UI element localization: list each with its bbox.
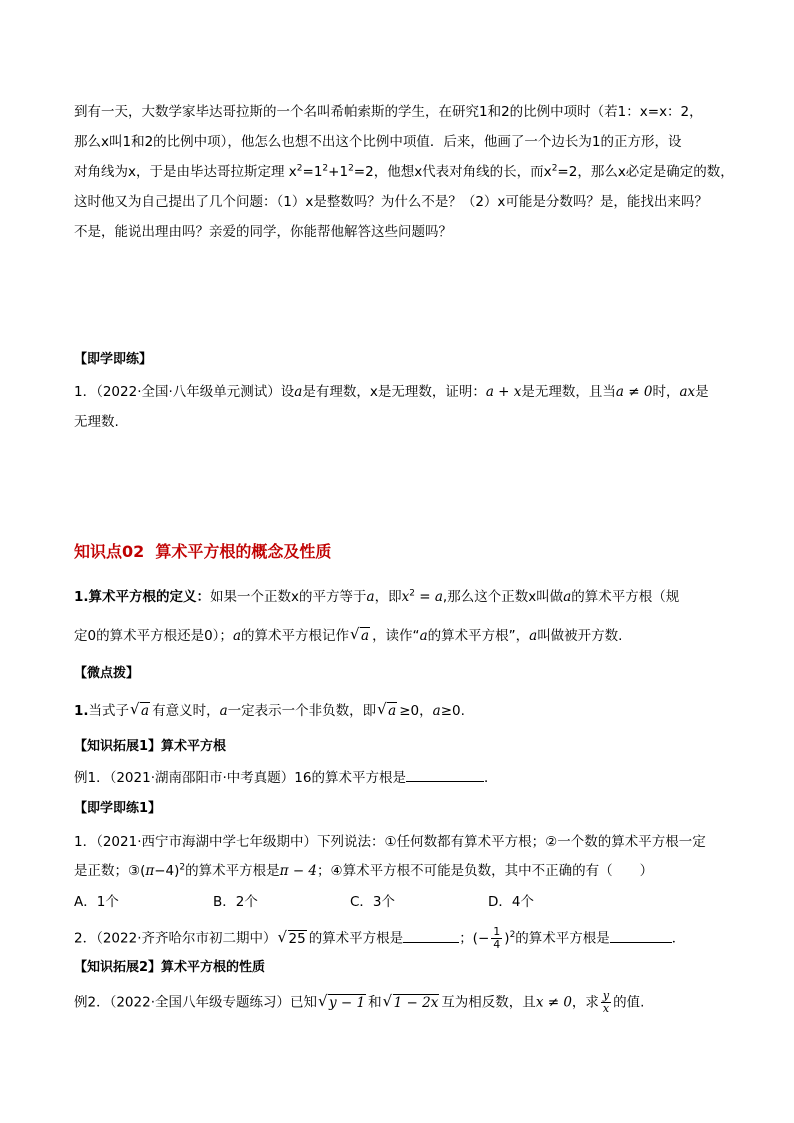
exponent: 2 <box>179 862 186 873</box>
definition-text: ,那么这个正数x叫做 <box>442 589 564 605</box>
practice-heading: 【即学即练】 <box>74 352 153 367</box>
intro-line-4: 这时他又为自己提出了几个问题：（1）x是整数吗？为什么不是？（2）x可能是分数吗？是，能找出来吗？ <box>74 194 708 210</box>
intro-text: =1 <box>302 164 323 180</box>
math-var: a <box>529 628 538 644</box>
tip-number: 1. <box>74 703 89 719</box>
exponent: 2 <box>551 163 558 174</box>
definition-line-2 <box>74 626 734 646</box>
sqrt-symbol <box>378 701 397 721</box>
definition-line-1 <box>74 587 734 607</box>
math-var: a <box>432 703 441 719</box>
math-var: a <box>419 628 428 644</box>
question-text: 时， <box>652 384 680 400</box>
exponent: 2 <box>509 930 516 940</box>
sqrt-symbol <box>279 929 307 949</box>
fraction-denominator: x <box>602 1002 610 1015</box>
section-title-text: 算术平方根的概念及性质 <box>155 542 332 561</box>
exponent: 2 <box>296 163 303 174</box>
math-var: x <box>401 589 410 605</box>
question-text: 是有理数，x是无理数，证明： <box>302 384 486 400</box>
intro-text: 对角线为x，于是由毕达哥拉斯定理 x <box>74 164 297 180</box>
radicand: a <box>141 703 150 719</box>
radicand: 25 <box>288 930 306 947</box>
section-title <box>74 542 734 562</box>
math-var: a <box>366 589 375 605</box>
question-text: 1．（2022·全国·八年级单元测试）设 <box>74 384 295 400</box>
exponent: 2 <box>409 588 415 599</box>
sqrt-symbol <box>351 626 370 646</box>
tip-line-1 <box>74 701 734 721</box>
practice-1-heading: 【即学即练1】 <box>74 801 162 816</box>
radicand: a <box>361 628 370 644</box>
definition-text: 叫做被开方数. <box>537 628 623 644</box>
intro-text: =2，他想x代表对角线的长，而x <box>353 164 552 180</box>
question-text: 是正数；③( <box>74 863 146 879</box>
tip-text: 一定表示一个非负数，即 <box>227 703 377 719</box>
tip-text: 当式子 <box>88 703 130 719</box>
math-expr: = a <box>414 589 443 605</box>
answer-blank[interactable] <box>406 781 484 782</box>
math-expr: ax <box>679 384 696 400</box>
fraction-denominator: 4 <box>493 938 501 951</box>
question-text: 的算术平方根是 <box>308 930 404 947</box>
math-var: a <box>232 628 241 644</box>
tip-text: ≥0. <box>440 703 465 719</box>
example-text: 例2．（2022·全国八年级专题练习）已知 <box>74 994 317 1011</box>
option-b[interactable]: B．2个 <box>213 894 258 910</box>
question-text: ；(− <box>459 930 490 947</box>
example-2 <box>74 990 734 1015</box>
question-text: ) <box>504 930 510 947</box>
answer-blank[interactable] <box>403 942 459 943</box>
answer-blank[interactable] <box>610 942 672 943</box>
sqrt-symbol <box>319 993 366 1013</box>
section-number: 知识点02 <box>74 542 145 561</box>
radicand: a <box>388 703 397 719</box>
definition-text: 如果一个正数x的平方等于 <box>210 589 367 605</box>
intro-text: =2，那么x必定是确定的数， <box>557 164 734 180</box>
math-pi: π <box>145 863 155 879</box>
math-var: a <box>219 703 228 719</box>
math-expr: a ≠ 0 <box>615 384 653 400</box>
math-expr: π − 4 <box>279 863 318 879</box>
practice-1-q1-line-2 <box>74 861 734 881</box>
example-text: 的值. <box>613 994 645 1011</box>
math-var: a <box>563 589 572 605</box>
fraction-numerator: y <box>602 989 610 1002</box>
definition-text: 的算术平方根（规 <box>571 589 680 605</box>
question-text: 的算术平方根是 <box>515 930 610 947</box>
example-text: ． <box>483 770 498 786</box>
intro-line-2: 那么x叫1和2的比例中项），他怎么也想不出这个比例中项值．后来，他画了一个边长为1的正方形，设 <box>74 134 682 150</box>
intro-line-1: 到有一天，大数学家毕达哥拉斯的一个名叫希帕索斯的学生，在研究1和2的比例中项时（若1：x=x：2， <box>74 104 703 120</box>
tip-heading: 【微点拨】 <box>74 666 140 681</box>
tip-text: ≥0， <box>399 703 433 719</box>
fraction-numerator: 1 <box>493 925 501 938</box>
question-text: −4) <box>154 863 180 879</box>
exponent: 2 <box>348 163 354 174</box>
math-var: a <box>294 384 303 400</box>
definition-text: 的算术平方根记作 <box>241 628 349 644</box>
example-text: ，求 <box>571 994 599 1011</box>
example-text: 互为相反数，且 <box>441 994 536 1011</box>
intro-text: +1 <box>328 164 349 180</box>
example-1 <box>74 768 734 788</box>
definition-text: ，读作“ <box>372 628 420 644</box>
example-text: 例1．（2021·湖南邵阳市·中考真题）16的算术平方根是 <box>74 770 406 786</box>
practice-question-line-2: 无理数. <box>74 414 119 430</box>
intro-line-3 <box>74 162 734 182</box>
definition-text: ，即 <box>374 589 402 605</box>
radicand: y − 1 <box>329 994 366 1011</box>
question-text: 是无理数，且当 <box>521 384 616 400</box>
option-d[interactable]: D．4个 <box>488 894 534 910</box>
fraction <box>491 926 502 951</box>
question-text: 是 <box>695 384 709 400</box>
question-text: 的算术平方根是 <box>185 863 280 879</box>
math-expr: a + x <box>485 384 522 400</box>
radicand: 1 − 2x <box>393 994 439 1011</box>
exponent: 2 <box>322 163 329 174</box>
sqrt-symbol <box>131 701 150 721</box>
option-a[interactable]: A．1个 <box>74 894 119 910</box>
definition-text: 定0的算术平方根还是0）； <box>74 628 233 644</box>
definition-term: 1.算术平方根的定义： <box>74 589 211 605</box>
practice-1-q2 <box>74 926 734 951</box>
extension-1-heading: 【知识拓展1】算术平方根 <box>74 739 227 754</box>
tip-text: 有意义时， <box>152 703 220 719</box>
extension-2-heading: 【知识拓展2】算术平方根的性质 <box>74 960 266 975</box>
example-text: 和 <box>368 994 382 1011</box>
fraction <box>601 990 611 1015</box>
question-text: 2．（2022·齐齐哈尔市初二期中） <box>74 930 277 947</box>
practice-1-q1-line-1: 1．（2021·西宁市海湖中学七年级期中）下列说法：①任何数都有算术平方根；②一个数的算术平方根一定 <box>74 834 706 850</box>
definition-text: 的算术平方根”， <box>427 628 530 644</box>
intro-line-5: 不是，能说出理由吗？亲爱的同学，你能帮他解答这些问题吗？ <box>74 224 452 240</box>
practice-question-line-1 <box>74 382 734 402</box>
math-expr: x ≠ 0 <box>535 994 572 1011</box>
sqrt-symbol <box>384 993 440 1013</box>
question-text: ． <box>671 930 686 947</box>
option-c[interactable]: C．3个 <box>350 894 396 910</box>
question-text: ；④算术平方根不可能是负数，其中不正确的有（ ） <box>317 863 654 879</box>
